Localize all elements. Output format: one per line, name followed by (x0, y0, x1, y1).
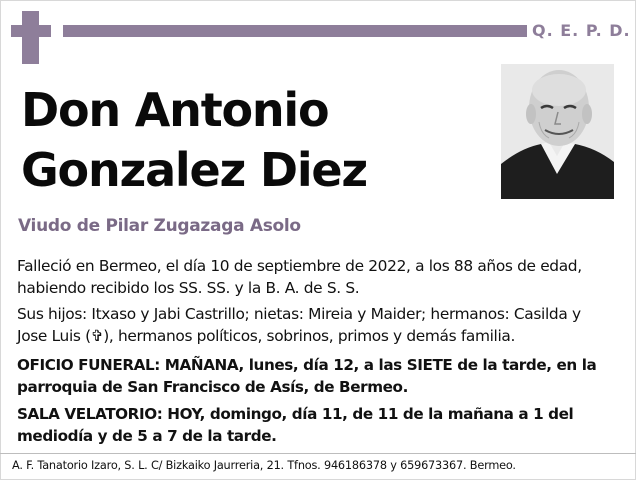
wake-room (17, 403, 617, 447)
death-announcement-line-1: Falleció en Bermeo, el día 10 de septiembre de 2022, a los 88 años de edad, (17, 257, 582, 275)
family-list-line-1: Sus hijos: Itxaso y Jabi Castrillo; nietas: Mireia y Maider; hermanos: Casilda y (17, 305, 581, 323)
portrait-photo (501, 64, 614, 199)
name-line-1: Don Antonio (21, 83, 329, 137)
name-line-2: Gonzalez Diez (21, 143, 367, 197)
family-list-line-2: Jose Luis (✞), hermanos políticos, sobrinos, primos y demás familia. (17, 327, 516, 345)
deceased-name (21, 80, 367, 200)
funeral-home-footer: A. F. Tanatorio Izaro, S. L. C/ Bizkaiko Jaurreria, 21. Tfnos. 946186378 y 659673367. Bermeo. (12, 459, 516, 472)
family-list (17, 303, 617, 347)
portrait-illustration (501, 64, 614, 199)
cross-icon (22, 11, 39, 64)
death-announcement (17, 255, 617, 299)
wake-room-line-2: mediodía y de 5 a 7 de la tarde. (17, 427, 277, 445)
cross-icon-bar (11, 25, 51, 37)
funeral-service-line-1: OFICIO FUNERAL: MAÑANA, lunes, día 12, a las SIETE de la tarde, en la (17, 356, 597, 374)
wake-room-line-1: SALA VELATORIO: HOY, domingo, día 11, de 11 de la mañana a 1 del (17, 405, 574, 423)
qepd-badge: Q. E. P. D. (532, 21, 631, 40)
funeral-service (17, 354, 617, 398)
widow-line: Viudo de Pilar Zugazaga Asolo (18, 216, 301, 236)
death-announcement-line-2: habiendo recibido los SS. SS. y la B. A. de S. S. (17, 279, 360, 297)
funeral-service-line-2: parroquia de San Francisco de Asís, de Bermeo. (17, 378, 408, 396)
footer-divider (0, 453, 636, 454)
header-rule (63, 25, 527, 37)
